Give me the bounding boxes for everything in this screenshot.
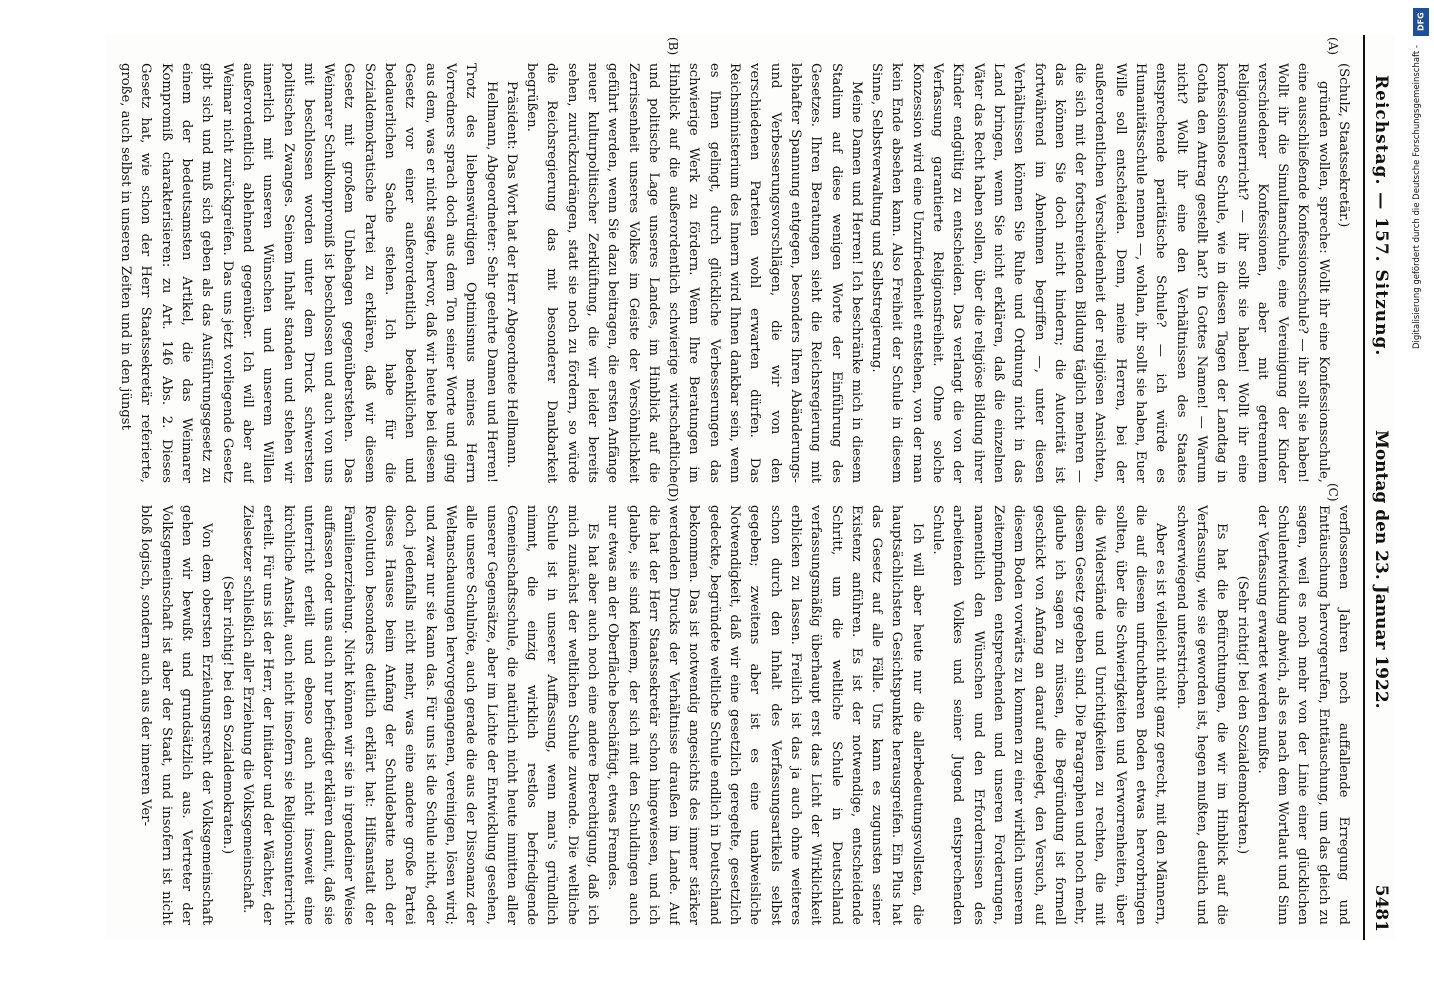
dfg-logo: DFG xyxy=(1413,8,1429,36)
rotated-page xyxy=(105,35,1395,940)
speaker-continuation: (Schulz, Staatssekretär.) xyxy=(1336,63,1351,228)
header-left: Reichstag. — 157. Sitzung. xyxy=(1371,75,1391,357)
paragraph: Hellmann, Abgeordneter: Sehr geehrte Damen und Herren! Trotz des liebenswürdigen Optimismus meines Herrn Vorredners sprach doch aus dem Ton seiner Worte und ging aus dem, was er nicht sagte, hervor, daß wir heute bei diesem Gesetz vor einer außerordentlich bedenklichen und bedauerlichen Sache stehen. Ich habe für die Sozialdemokratische Partei zu erklären, daß wir diesem Gesetz mit großem Unbehagen gegenüberstehen. Das Weimarer Schulkompromiß ist beschlossen und auch von uns mit beschlossen worden unter dem Druck schwersten politischen Zwanges. Seinem Inhalt standen und stehen wir innerlich mit unseren Wünschen und unserem Willen außerordentlich ablehnend gegenüber. Ich will aber auf Weimar nicht zurückgreifen. Das uns jetzt vorliegende Gesetz gibt sich und muß sich geben als das Ausführungsgesetz zu einem der bedeutsamsten Artikel, die das Weimarer Kompromiß charakterisieren: zu Art. 146 Abs. 2. Dieses Gesetz hat, wie schon der Herr Staatssekretär referierte, große, auch selbst in unseren Zeiten und in den jüngst xyxy=(118,63,499,483)
margin-marker-c: (C) xyxy=(1326,483,1340,502)
right-column xyxy=(113,505,1353,925)
digitization-credit xyxy=(1410,0,1434,1000)
president-remark: Präsident: Das Wort hat der Herr Abgeordnete Hellmann. xyxy=(503,81,519,468)
margin-marker-a: (A) xyxy=(1326,37,1340,56)
paragraph: Von dem obersten Erziehungsrecht der Volksgemeinschaft gehen wir bewußt und grundsätzlich aus. Vertreter der Volksgemeinschaft ist aber der Staat, und insofern ist nicht bloß logisch, sondern auch aus der inneren Ver- xyxy=(138,505,215,925)
paragraph: Es hat die Befürchtungen, die wir im Hinblick auf die Verfassung, wie sie geworden ist, hegen mußten, deutlich und schwerwiegend unterstrichen. xyxy=(1173,505,1230,925)
paragraph: Aber es ist vielleicht nicht ganz gerecht, mit den Männern, die auf diesem unfruchtbaren Boden etwas hervorbringen sollten, über die Schwierigkeiten und Verworrenheiten, über die Widerstände und Unrichtigkeiten zu rechten, die mit diesem Gesetz gegeben sind. Die Paragraphen und noch mehr, glaube ich sagen zu müssen, die Begründung ist formell geschickt von Anfang an darauf angelegt, den Versuch, auf diesem Boden vorwärts zu kommen zu einer wirklich unserem Zeitempfinden entsprechenden und unseren Forderungen, namentlich den Wünschen und den Erfordernissen des arbeitenden Volkes und seiner Jugend entsprechenden Schule. xyxy=(930,505,1169,925)
header-date: Montag den 23. Januar 1922. xyxy=(1371,430,1391,709)
page-header xyxy=(1363,35,1395,940)
paragraph: gründen wollen, spreche: Wollt ihr eine Konfessionsschule, eine ausschließende Konfessionsschule? — ihr sollt sie haben! Wollt ihr die Simultanschule, eine Vereinigung der Kinder verschiedener Konfessionen, aber mit getrenntem Religionsunterricht? — ihr sollt sie haben! Wollt ihr eine konfessionslose Schule, wie in diesen Tagen der Landtag in Gotha den Antrag gestellt hat? In Gottes Namen! — Warum nicht? Wollt ihr eine den Verhältnissen des Staates entsprechende paritätische Schule? — ich würde es Humanitätsschule nennen —, wohlan, ihr sollt sie haben, Euer Wille soll entscheiden. Denn, meine Herren, bei der außerordentlichen Verschiedenheit der religiösen Ansichten, die sich mit der fortschreitenden Bildung täglich mehren — das können Sie doch nicht hindern; die Autorität ist fortwährend im Abnehmen begriffen —, unter diesen Verhältnissen können Sie Ruhe und Ordnung nicht in das Land bringen, wenn Sie nicht erklären, daß die einzelnen Väter das Recht haben sollen, über die religiöse Bildung ihrer Kinder endgültig zu entscheiden. Das verlangt die von der Verfassung garantierte Religionsfreiheit. Ohne solche Konzession wird eine Unzufriedenheit entstehen, von der man kein Ende absehen kann. Also Freiheit der Schule in diesem Sinne, Selbstverwaltung und Selbstregierung. xyxy=(869,63,1331,483)
paragraph: verflossenen Jahren noch auffallende Erregung und Enttäuschung hervorgerufen, Enttäuschung, um das gleich zu sagen, weil es noch mehr von der Linie einer glücklichen Schulentwicklung abwich, als es nach dem Wortlaut und Sinn der Verfassung erwartet werden mußte. xyxy=(1254,505,1351,925)
margin-marker-d: (D) xyxy=(666,483,680,502)
paragraph: Ich will aber heute nur die allerbedeutungsvollsten, die hauptsächlichsten Gesichtspunkte herausgreifen. Ein Plus hat das Gesetz auf alle Fälle. Uns kann es zugunsten seiner Existenz anführen. Es ist der notwendige, entscheidende Schritt, um die weltliche Schule in Deutschland verfassungsmäßig überhaupt erst das Licht der Wirklichkeit erblicken zu lassen. Freilich ist das ja auch ohne weiteres schon durch den Inhalt des Verfassungsartikels selbst gegeben; zweitens aber ist es eine unabweisliche Notwendigkeit, daß wir eine gesetzlich geregelte, gesetzlich gedeckte, begründete weltliche Schule endlich in Deutschland bekommen. Das ist notwendig angesichts des immer stärker werdenden Drucks der Verhältnisse draußen im Lande. Auf die hat der Herr Staatssekretär schon hingewiesen, und ich glaube, sie sind keinem, der sich mit den Schuldingen auch nur etwas an der Oberfläche beschäftigt, etwas Fremdes. xyxy=(605,505,925,925)
digitization-note: Digitalisierung gefördert durch die Deutsche Forschungsgemeinschaft - xyxy=(1412,45,1422,349)
paragraph: Es hat aber auch noch eine andere Berechtigung, daß ich mich zunächst der weltlichen Schule zuwende. Die weltliche Schule ist in unserer Auffassung, wenn man's gründlich nimmt, die einzig wirklich restlos befriedigende Gemeinschaftsschule, die natürlich nicht heute inmitten aller unserer Gegensätze, aber im Lichte der Entwicklung gesehen, alle unsere Schulnöte, auch gerade die aus der Dissonanz der Weltanschauungen hervorgegangenen, vereinigen, lösen wird; und zwar nur sie kann das. Für uns ist die Schule nicht, oder doch jedenfalls nicht mehr, was eine andere große Partei dieses Hauses beim Anfang der Schuldebatte nach der Revolution besonders deutlich erklärt hat: Hilfsanstalt der Familienerziehung. Nicht können wir sie in irgendeiner Weise auffassen oder uns auch nur befriedigt erklären damit, daß sie unterricht erteilt und ebenso auch nicht insoweit eine kirchliche Anstalt, auch nicht insofern sie Religionsunterricht erteilt. Für uns ist der Herr, der Initiator und der Wächter, der Zielsetzer schließlich aller Erziehung die Volksgemeinschaft. xyxy=(239,505,601,925)
interjection: (Sehr richtig! bei den Sozialdemokraten.) xyxy=(1234,575,1250,855)
page-number: 5481 xyxy=(1371,884,1391,932)
margin-marker-b: (B) xyxy=(666,37,680,56)
left-column xyxy=(113,63,1353,483)
interjection: (Sehr richtig! bei den Sozialdemokraten.) xyxy=(219,575,235,855)
paragraph: Meine Damen und Herren! Ich beschränke mich in diesem Stadium auf diese wenigen Worte der Einführung des Gesetzes. Ihren Beratungen sieht die Reichsregierung mit lebhafter Spannung entgegen, besonders Ihren Abänderungs- und Verbesserungsvorschlägen, die wir von den verschiedenen Parteien wohl erwarten dürfen. Das Reichsministerium des Innern wird Ihnen dankbar sein, wenn es Ihnen gelingt, durch glückliche Verbesserungen das schwierige Werk zu fördern. Wenn Ihre Beratungen im Hinblick auf die außerordentlich schwierige wirtschaftliche und politische Lage unseres Landes, im Hinblick auf die Zerrissenheit unseres Volkes im Geiste der Versöhnlichkeit geführt werden, wenn Sie dazu beitragen, die ersten Anfänge neuer kulturpolitischer Zerklüftung, die wir leider bereits sehen, zurückzudrängen, statt sie noch zu fördern, so würde die Reichsregierung das mit besonderer Dankbarkeit begrüßen. xyxy=(524,63,864,483)
